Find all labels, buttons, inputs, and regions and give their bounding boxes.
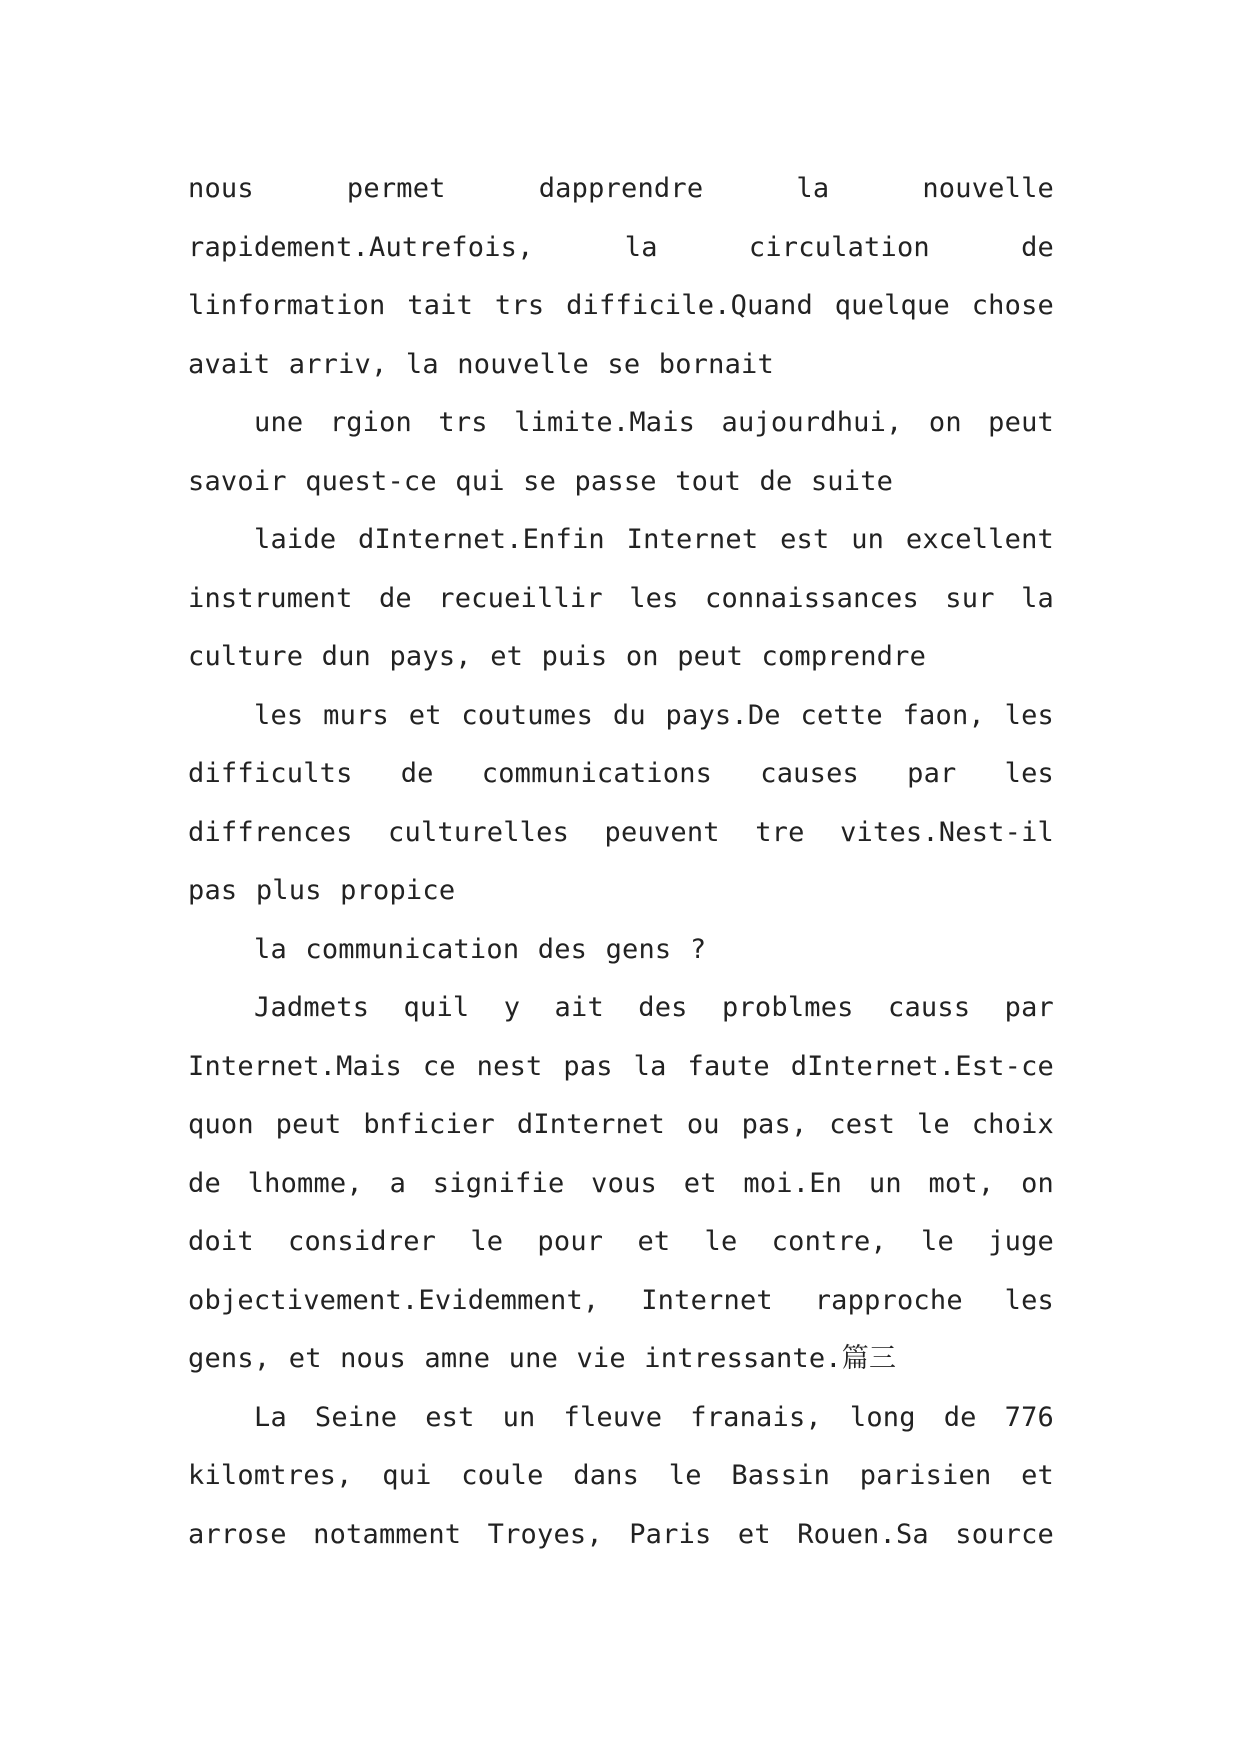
- text-line: kilomtres, qui coule dans le Bassin parisien et: [188, 1460, 1054, 1491]
- paragraph: [188, 921, 1054, 980]
- text-line: linformation tait trs difficile.Quand quelque chose: [188, 290, 1054, 321]
- paragraph: [188, 1389, 1054, 1565]
- text-line: instrument de recueillir les connaissances sur la: [188, 582, 1054, 614]
- text-line: rapidement.Autrefois, la circulation de: [188, 231, 1054, 263]
- text-line: de lhomme, a signifie vous et moi.En un mot, on: [188, 1167, 1054, 1199]
- text-line: Jadmets quil y ait des problmes causs par: [254, 992, 1054, 1023]
- body-text: [188, 160, 1054, 1564]
- text-line: Internet.Mais ce nest pas la faute dInternet.Est-ce: [188, 1050, 1054, 1082]
- text-line: une rgion trs limite.Mais aujourdhui, on peut: [254, 407, 1054, 438]
- paragraph: [188, 394, 1054, 511]
- paragraph: [188, 160, 1054, 394]
- text-line: culture dun pays, et puis on peut comprendre: [188, 641, 927, 672]
- text-line: La Seine est un fleuve franais, long de 776: [254, 1401, 1054, 1433]
- text-line: objectivement.Evidemment, Internet rapproche les: [188, 1284, 1054, 1316]
- text-line: avait arriv, la nouvelle se bornait: [188, 348, 774, 380]
- text-line: pas plus propice: [188, 875, 456, 906]
- text-line: doit considrer le pour et le contre, le juge: [188, 1226, 1054, 1257]
- text-line: arrose notamment Troyes, Paris et Rouen.Sa source: [188, 1518, 1054, 1550]
- text-line: gens, et nous amne une vie intressante.篇三: [188, 1343, 897, 1374]
- text-line: diffrences culturelles peuvent tre vites.Nest-il: [188, 816, 1054, 848]
- text-line: les murs et coutumes du pays.De cette faon, les: [254, 699, 1054, 731]
- text-line: quon peut bnficier dInternet ou pas, cest le choix: [188, 1109, 1054, 1140]
- text-line: la communication des gens ?: [254, 933, 707, 965]
- text-line: savoir quest-ce qui se passe tout de suite: [188, 465, 894, 497]
- paragraph: [188, 511, 1054, 687]
- text-line: nous permet dapprendre la nouvelle: [188, 173, 1054, 204]
- text-line: difficults de communications causes par les: [188, 758, 1054, 789]
- text-line: laide dInternet.Enfin Internet est un excellent: [254, 524, 1054, 555]
- paragraph: [188, 979, 1054, 1389]
- paragraph: [188, 687, 1054, 921]
